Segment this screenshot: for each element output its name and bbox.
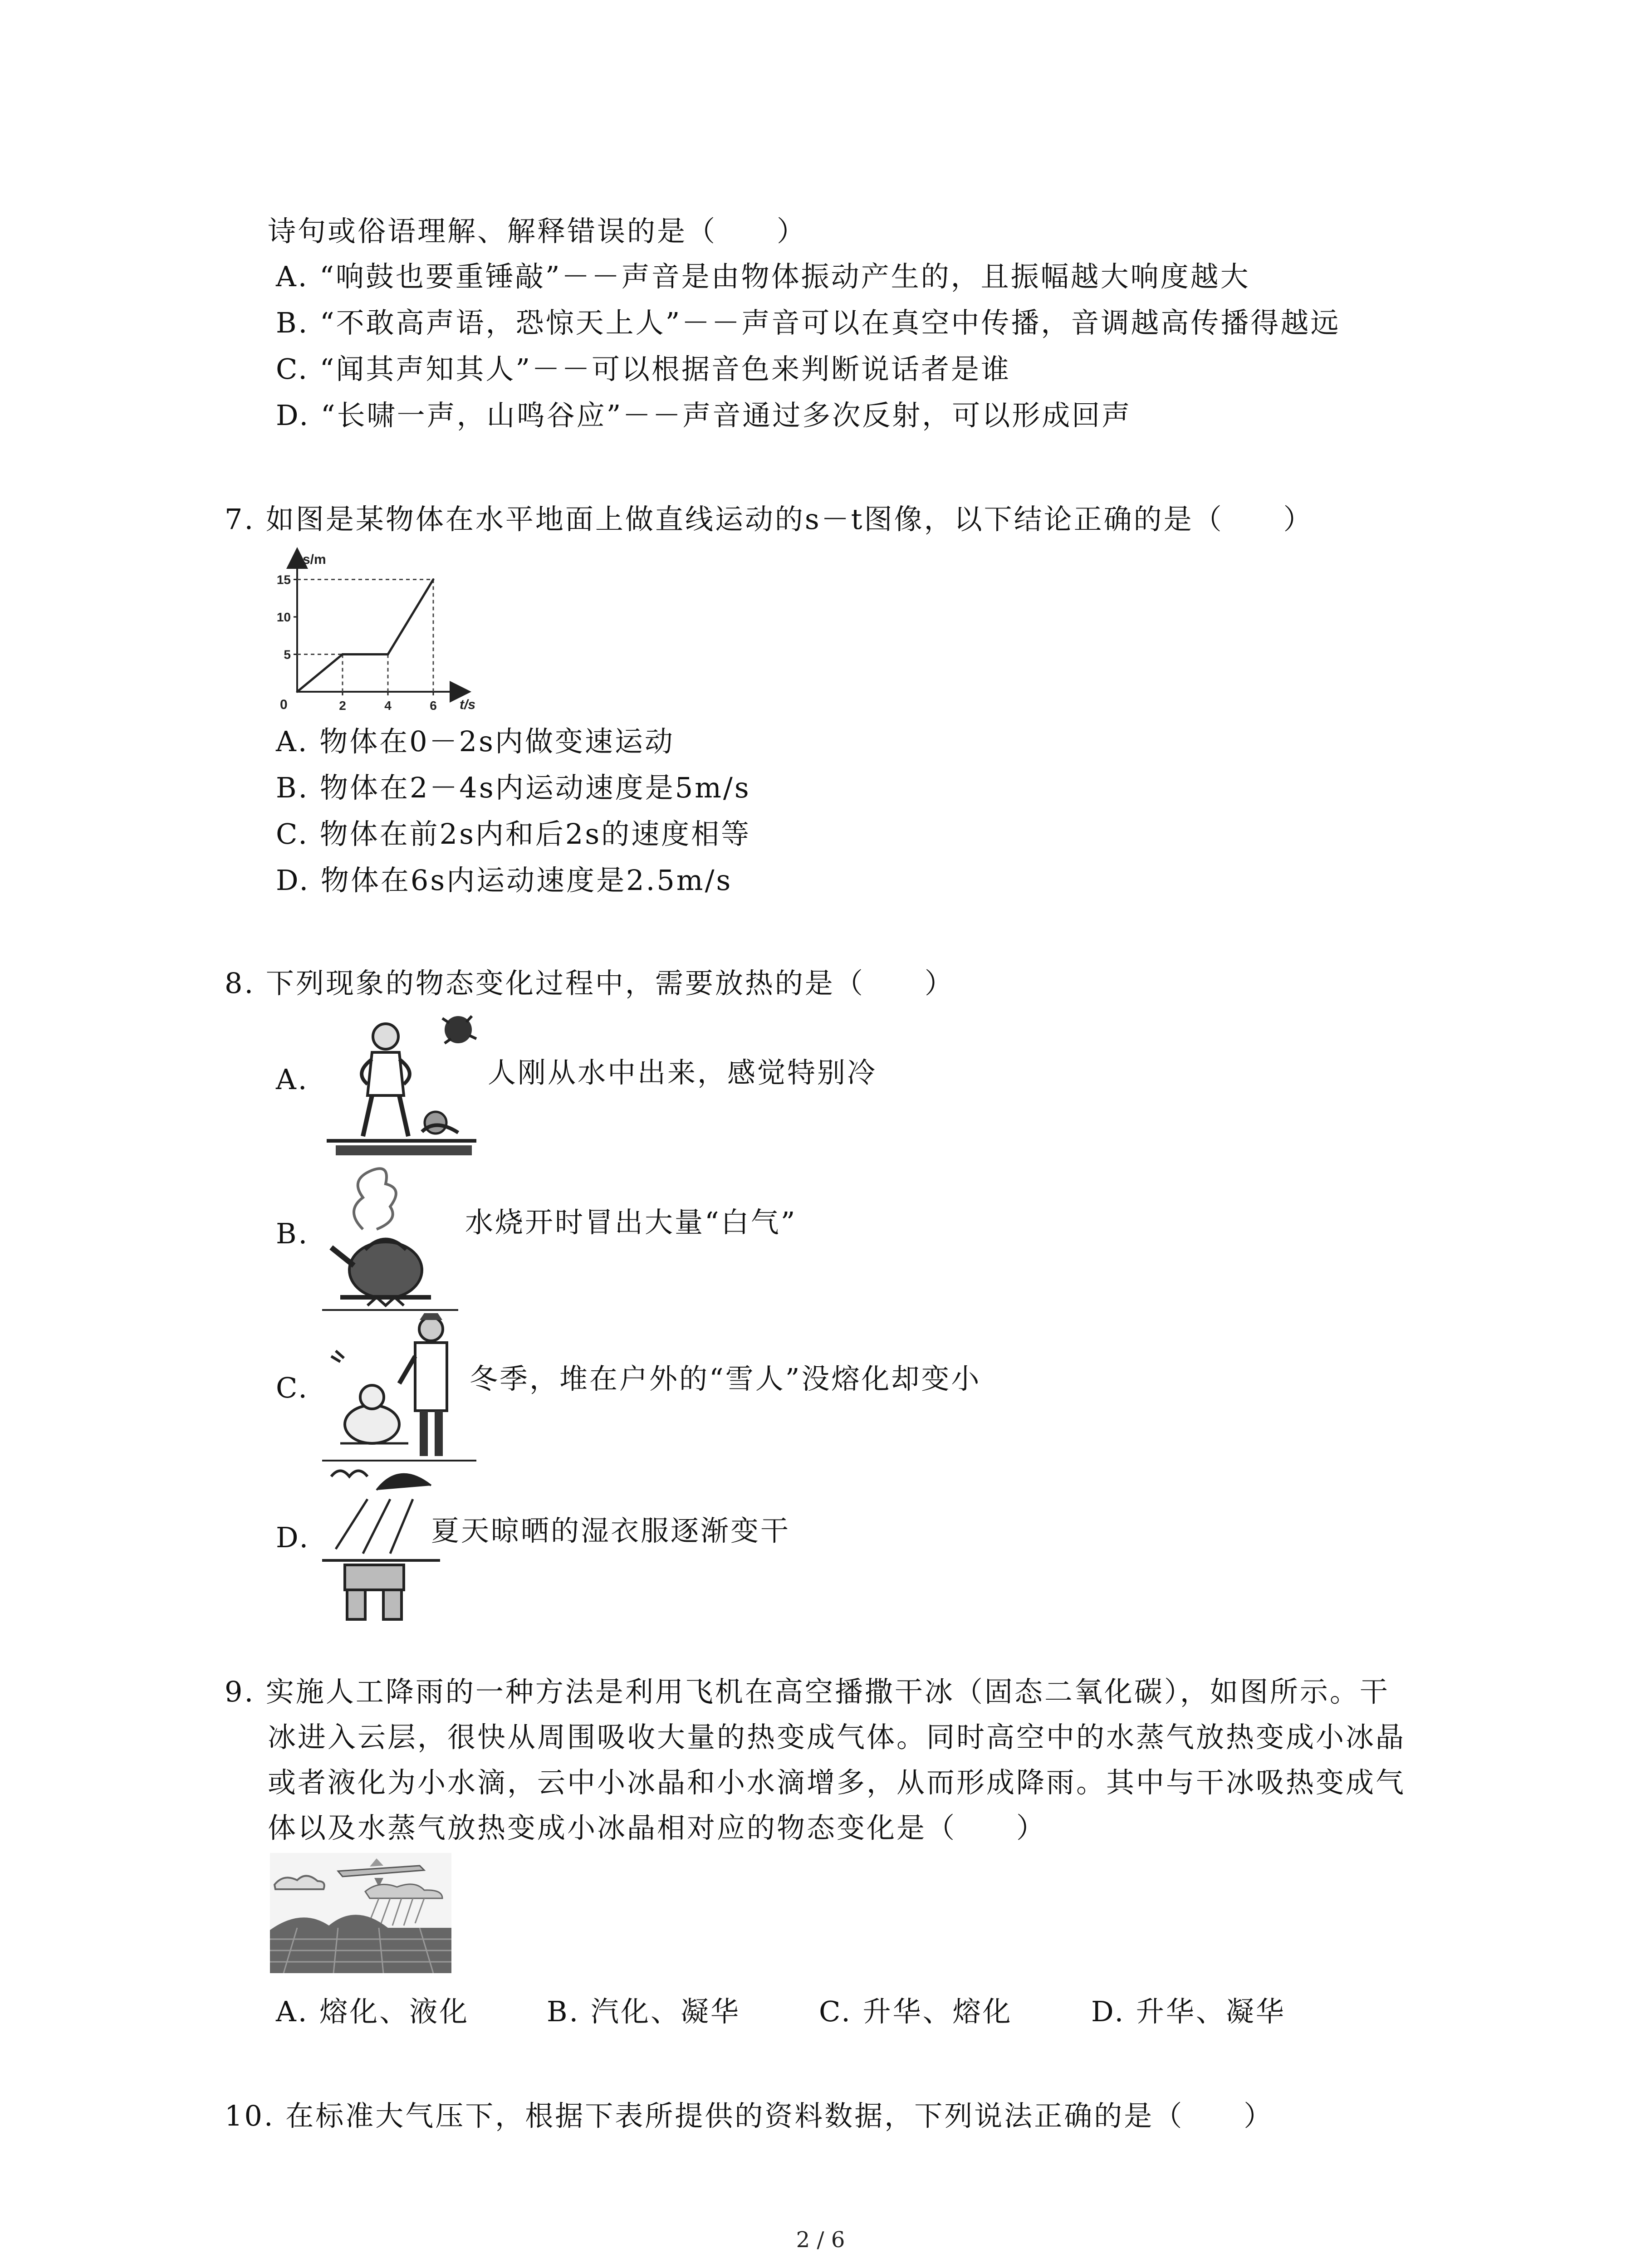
q7-option-a: A. 物体在0－2s内做变速运动 <box>276 725 675 758</box>
q8-option-a-text: 人刚从水中出来，感觉特别冷 <box>488 1056 877 1089</box>
y-tick-label: 15 <box>276 572 291 587</box>
page-number: 2 / 6 <box>796 2227 845 2253</box>
q8-option-b-text: 水烧开时冒出大量“白气” <box>465 1206 797 1239</box>
st-graph-svg <box>270 547 488 710</box>
q10-stem: 10. 在标准大气压下，根据下表所提供的资料数据，下列说法正确的是（ ） <box>225 2099 1274 2132</box>
y-tick-label: 5 <box>284 647 291 662</box>
x-tick-label: 2 <box>339 699 346 710</box>
x-tick-label: 4 <box>384 699 392 710</box>
q6-option-b: B. “不敢高声语，恐惊天上人”－－声音可以在真空中传播，音调越高传播得越远 <box>276 306 1341 339</box>
q9-line-2: 冰进入云层，很快从周围吸收大量的热变成气体。同时高空中的水蒸气放热变成小冰晶 <box>268 1721 1406 1754</box>
x-axis-label: t/s <box>460 697 476 710</box>
q7-option-c: C. 物体在前2s内和后2s的速度相等 <box>276 817 751 850</box>
q9-option-a: A. 熔化、液化 <box>276 1995 470 2028</box>
q9-option-c: C. 升华、熔化 <box>819 1995 1013 2028</box>
q8-option-d-text: 夏天晾晒的湿衣服逐渐变干 <box>431 1514 791 1547</box>
q8-option-d-letter: D. <box>276 1521 310 1554</box>
swimmer-icon <box>322 1009 485 1159</box>
q6-option-a: A. “响鼓也要重锤敲”－－声音是由物体振动产生的，且振幅越大响度越大 <box>276 260 1250 293</box>
laundry-icon <box>322 1458 440 1622</box>
q8-option-b-letter: B. <box>276 1217 309 1250</box>
q7-stem: 7. 如图是某物体在水平地面上做直线运动的s－t图像，以下结论正确的是（ ） <box>225 503 1313 536</box>
q6-stem: 诗句或俗语理解、解释错误的是（ ） <box>268 215 807 248</box>
kettle-icon <box>322 1161 458 1311</box>
q8-option-c-letter: C. <box>276 1371 309 1404</box>
q8-option-c-text: 冬季，堆在户外的“雪人”没熔化却变小 <box>470 1362 981 1395</box>
q9-line-4: 体以及水蒸气放热变成小冰晶相对应的物态变化是（ ） <box>268 1811 1047 1844</box>
q7-option-d: D. 物体在6s内运动速度是2.5m/s <box>276 864 733 897</box>
q9-option-d: D. 升华、凝华 <box>1091 1995 1286 2028</box>
snowman-icon <box>322 1311 476 1465</box>
q8-stem: 8. 下列现象的物态变化过程中，需要放热的是（ ） <box>225 967 955 1000</box>
q8-option-a-letter: A. <box>276 1063 309 1096</box>
st-point <box>432 578 435 581</box>
q9-option-b: B. 汽化、凝华 <box>547 1995 740 2028</box>
st-line <box>297 580 433 692</box>
q9-line-1: 9. 实施人工降雨的一种方法是利用飞机在高空播撒干冰（固态二氧化碳），如图所示。干 <box>225 1675 1390 1708</box>
st-point <box>387 653 389 655</box>
x-tick-label: 6 <box>430 699 437 710</box>
q6-option-c: C. “闻其声知其人”－－可以根据音色来判断说话者是谁 <box>276 352 1011 386</box>
st-point <box>296 691 299 693</box>
airplane-rain-icon <box>270 1853 451 1973</box>
q6-option-d: D. “长啸一声，山鸣谷应”－－声音通过多次反射，可以形成回声 <box>276 399 1132 432</box>
y-tick-label: 10 <box>276 610 291 624</box>
y-axis-label: s/m <box>303 552 326 567</box>
st-point <box>342 653 344 655</box>
st-graph <box>270 547 488 710</box>
q7-option-b: B. 物体在2－4s内运动速度是5m/s <box>276 771 751 804</box>
q9-line-3: 或者液化为小水滴，云中小冰晶和小水滴增多，从而形成降雨。其中与干冰吸热变成气 <box>268 1766 1406 1799</box>
origin-label: 0 <box>280 697 288 710</box>
